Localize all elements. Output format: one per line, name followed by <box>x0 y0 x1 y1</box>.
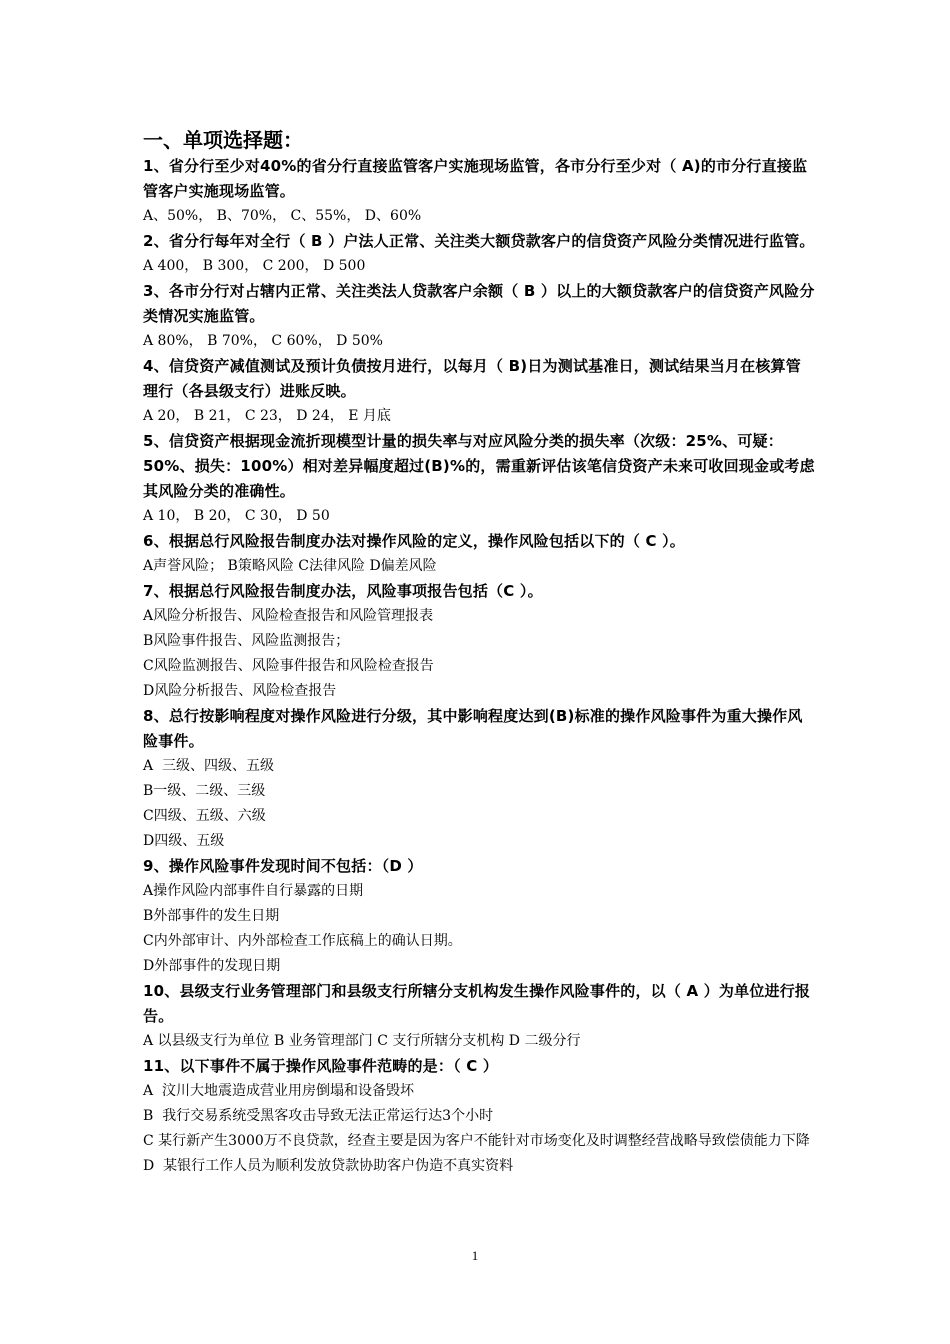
question-item <box>143 979 815 1054</box>
page-number: 1 <box>471 1248 479 1263</box>
answer-option: B一级、二级、三级 <box>143 783 266 799</box>
answer-option: A 400， B 300， C 200， D 500 <box>143 258 366 274</box>
question-text: 6、根据总行风险报告制度办法对操作风险的定义，操作风险包括以下的（ C ）。 <box>143 532 685 550</box>
question-item <box>143 354 815 429</box>
answer-option: A、50%， B、70%， C、55%， D、60% <box>143 208 422 224</box>
question-text: 5、信贷资产根据现金流折现模型计量的损失率与对应风险分类的损失率（次级：25%、可疑：50%、损失：100%）相对差异幅度超过(B)%的，需重新评估该笔信贷资产未来可收回现金或考虑其风险分类的准确性。 <box>143 432 815 500</box>
answer-option: A 10， B 20， C 30， D 50 <box>143 508 330 524</box>
answer-option: B风险事件报告、风险监测报告； <box>143 633 350 649</box>
answer-option: A 80%， B 70%， C 60%， D 50% <box>143 333 383 349</box>
answer-option: C四级、五级、六级 <box>143 808 266 824</box>
question-list <box>143 154 815 1179</box>
answer-option: A 汶川大地震造成营业用房倒塌和设备毁坏 <box>143 1083 415 1099</box>
question-item <box>143 704 815 854</box>
question-text: 8、总行按影响程度对操作风险进行分级，其中影响程度达到(B)标准的操作风险事件为重大操作风险事件。 <box>143 707 803 750</box>
question-item <box>143 429 815 529</box>
question-text: 10、县级支行业务管理部门和县级支行所辖分支机构发生操作风险事件的，以（ A ）为单位进行报告。 <box>143 982 811 1025</box>
question-item <box>143 154 815 229</box>
question-text: 3、各市分行对占辖内正常、关注类法人贷款客户余额（ B ）以上的大额贷款客户的信贷资产风险分类情况实施监管。 <box>143 282 815 325</box>
answer-option: B外部事件的发生日期 <box>143 908 280 924</box>
answer-option: A风险分析报告、风险检查报告和风险管理报表 <box>143 608 434 624</box>
question-item <box>143 854 815 979</box>
answer-option: D四级、五级 <box>143 833 225 849</box>
answer-option: C内外部审计、内外部检查工作底稿上的确认日期。 <box>143 933 462 949</box>
answer-option: C风险监测报告、风险事件报告和风险检查报告 <box>143 658 434 674</box>
question-text: 11、以下事件不属于操作风险事件范畴的是：（ C ） <box>143 1057 499 1075</box>
answer-option: D风险分析报告、风险检查报告 <box>143 683 337 699</box>
question-item <box>143 279 815 354</box>
answer-option: A声誉风险； B策略风险 C法律风险 D偏差风险 <box>143 558 437 574</box>
answer-option: C 某行新产生3000万不良贷款，经查主要是因为客户不能针对市场变化及时调整经营战略导致偿债能力下降 <box>143 1133 810 1149</box>
question-text: 7、根据总行风险报告制度办法，风险事项报告包括（C ）。 <box>143 582 543 600</box>
section-title: 一、单项选择题： <box>143 128 303 152</box>
question-item <box>143 529 815 579</box>
question-item <box>143 579 815 704</box>
answer-option: B 我行交易系统受黑客攻击导致无法正常运行达3个小时 <box>143 1108 494 1124</box>
answer-option: A 以县级支行为单位 B 业务管理部门 C 支行所辖分支机构 D 二级分行 <box>143 1033 581 1049</box>
question-text: 1、省分行至少对40%的省分行直接监管客户实施现场监管，各市分行至少对（ A)的市分行直接监管客户实施现场监管。 <box>143 157 808 200</box>
answer-option: D 某银行工作人员为顺利发放贷款协助客户伪造不真实资料 <box>143 1158 514 1174</box>
question-text: 4、信贷资产减值测试及预计负债按月进行，以每月（ B)日为测试基准日，测试结果当月在核算管理行（各县级支行）进账反映。 <box>143 357 801 400</box>
question-item <box>143 1054 815 1179</box>
answer-option: A 三级、四级、五级 <box>143 758 275 774</box>
question-text: 2、省分行每年对全行（ B ）户法人正常、关注类大额贷款客户的信贷资产风险分类情况进行监管。 <box>143 232 815 250</box>
document-body <box>143 126 815 1179</box>
question-item <box>143 229 815 279</box>
answer-option: D外部事件的发现日期 <box>143 958 281 974</box>
question-text: 9、操作风险事件发现时间不包括：（D ） <box>143 857 423 875</box>
answer-option: A 20， B 21， C 23， D 24， E 月底 <box>143 408 391 424</box>
answer-option: A操作风险内部事件自行暴露的日期 <box>143 883 364 899</box>
